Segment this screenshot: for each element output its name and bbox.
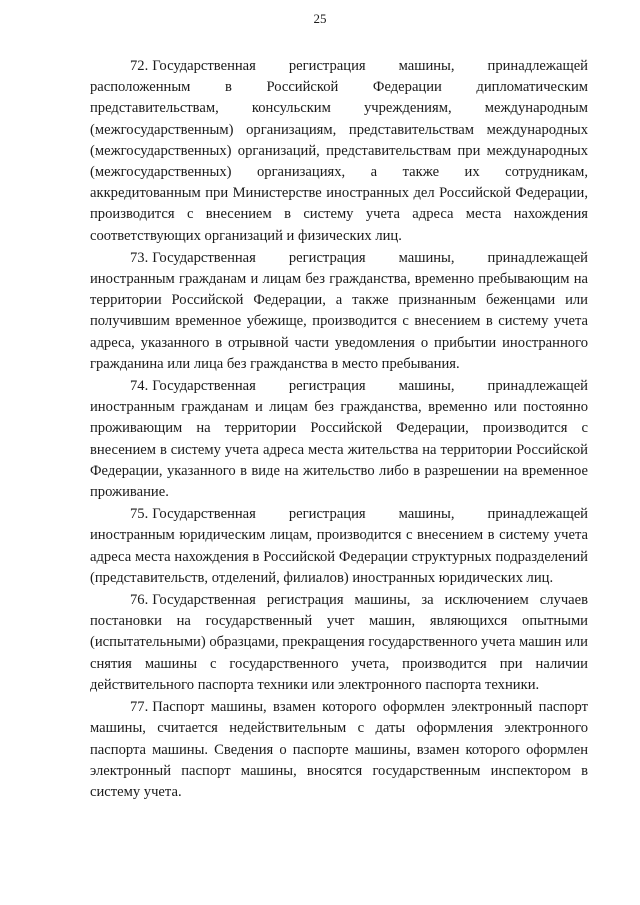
paragraph-number: 76. bbox=[130, 592, 149, 609]
paragraph-76 bbox=[90, 590, 588, 696]
paragraph-number: 73. bbox=[130, 249, 149, 266]
paragraph-text: Государственная регистрация машины, принадлежащей иностранным гражданам и лицам без гражданства, временно пребывающим на территории Российской Федерации, а также признанным беженцами или получившим временное убежище, производится с внесением в систему учета адреса, указанного в отрывной части уведомления о прибытии иностранного гражданина или лица без гражданства в место пребывания. bbox=[90, 249, 588, 372]
document-body bbox=[90, 56, 588, 803]
paragraph-number: 72. bbox=[130, 58, 149, 74]
paragraph-text: Государственная регистрация машины, принадлежащей иностранным юридическим лицам, производится с внесением в систему учета адреса места нахождения в Российской Федерации структурных подразделений (представительств, отделений, филиалов) иностранных юридических лиц. bbox=[90, 506, 588, 586]
paragraph-text: Паспорт машины, взамен которого оформлен электронный паспорт машины, считается недействительным с даты оформления электронного паспорта машины. Сведения о паспорте машины, взамен которого оформлен электронный паспорт машины, вносятся государственным инспектором в систему учета. bbox=[90, 699, 588, 800]
paragraph-75 bbox=[90, 504, 588, 589]
paragraph-73 bbox=[90, 248, 588, 375]
paragraph-number: 75. bbox=[130, 506, 149, 523]
paragraph-72 bbox=[90, 56, 588, 247]
paragraph-77 bbox=[90, 697, 588, 803]
paragraph-text: Государственная регистрация машины, за исключением случаев постановки на государственный учет машин, являющихся опытными (испытательными) образцами, прекращения государственного учета машин или снятия машины с государственного учета, производится при наличии действительного паспорта техники или электронного паспорта техники. bbox=[90, 592, 588, 693]
paragraph-number: 77. bbox=[130, 699, 149, 716]
paragraph-number: 74. bbox=[130, 378, 149, 395]
paragraph-text: Государственная регистрация машины, принадлежащей расположенным в Российской Федерации дипломатическим представительствам, консульским учреждениям, международным (межгосударственным) организациям, представительствам международных (межгосударственных) организаций, представительствам при международных (межгосударственных) организациях, а также их сотрудникам, аккредитованным при Министерстве иностранных дел Российской Федерации, производится с внесением в систему учета адреса места нахождения соответствующих организаций и физических лиц. bbox=[90, 58, 588, 244]
paragraph-74 bbox=[90, 376, 588, 503]
page-number: 25 bbox=[313, 11, 327, 26]
paragraph-text: Государственная регистрация машины, принадлежащей иностранным гражданам и лицам без гражданства, временно или постоянно проживающим на территории Российской Федерации, производится с внесением в систему учета адреса места жительства на территории Российской Федерации, указанного в виде на жительство либо в разрешении на временное проживание. bbox=[90, 378, 588, 501]
